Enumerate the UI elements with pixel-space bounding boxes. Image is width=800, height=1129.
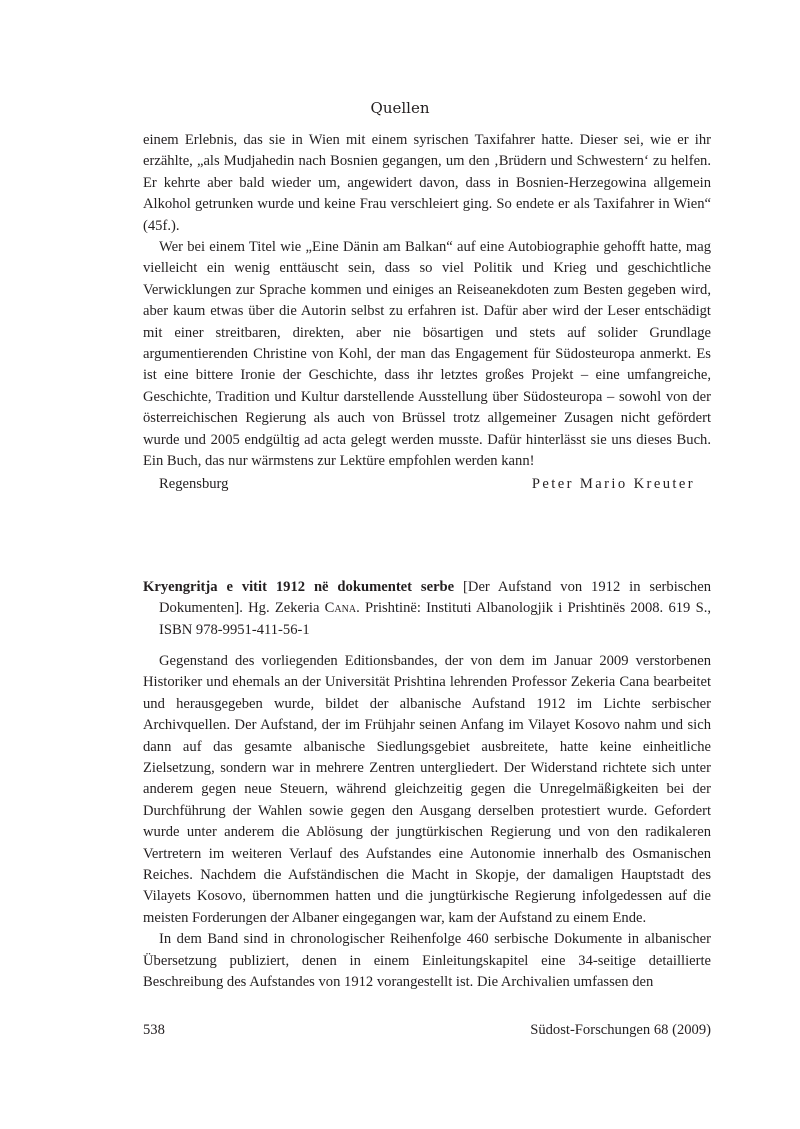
publication-details: . Prishtinë: Instituti Albanologjik i Prishtinës 2008. 619 S., ISBN 978-9951-411-56-1 [159,600,711,638]
paragraph: einem Erlebnis, das sie in Wien mit einem syrischen Taxifahrer hatte. Dieser sei, wie er ihr erzählte, „als Mudjahedin nach Bosnien gegangen, um den ‚Brüdern und Schwestern‘ zu helfen. Er kehrte aber bald wieder um, angewidert davon, dass in Bosnien-Herzegowina allgemein Alkohol getrunken wurde und keine Frau verschleiert ging. So endete er als Taxifahrer in Wien“ (45f.). [143,132,711,234]
page-footer [143,1022,711,1042]
review-bibliographic-entry [143,577,711,641]
paragraph: Gegenstand des vorliegenden Editionsbandes, der von dem im Januar 2009 verstorbenen Historiker und ehemals an der Universität Prishtina lehrenden Professor Zekeria Cana bearbeitet und herausgegeben wurde, bildet der albanische Aufstand 1912 im Lichte serbischer Archivquellen. Der Aufstand, der im Frühjahr seinen Anfang im Vilayet Kosovo nahm und sich dann auf das gesamte albanische Siedlungsgebiet ausbreitete, hatte keine einheitliche Zielsetzung, sondern war in mehrere Zentren untergliedert. Der Widerstand richtete sich unter anderem gegen neue Steuern, während gleichzeitig gegen die Unregelmäßigkeiten bei der Durchführung der Wahlen sowie gegen den Ausgang derselben protestiert wurde. Gefordert wurde unter anderem die Ablösung der jungtürkischen Regierung und von den radikaleren Vertretern im weiteren Verlauf des Aufstandes eine Autonomie innerhalb des Osmanischen Reiches. Nachdem die Aufständischen die Macht in Skopje, der damaligen Hauptstadt des Vilayets Kosovo, übernommen hatten und die jungtürkische Regierung infolgedessen auf die meisten Forderungen der Albaner eingegangen war, kam der Aufstand zu einem Ende. [143,653,711,926]
book-title: Kryengritja e vitit 1912 në dokumentet serbe [143,579,455,595]
running-head: Quellen [370,99,430,117]
page-number: 538 [143,1022,165,1038]
editor-surname: Cana [324,600,357,617]
reviewer-place: Regensburg [159,476,229,492]
journal-reference: Südost-Forschungen 68 (2009) [530,1022,711,1038]
review-signature [159,476,695,498]
review-text [143,651,711,994]
paragraph: Wer bei einem Titel wie „Eine Dänin am Balkan“ auf eine Autobiographie gehofft hatte, mag vielleicht ein wenig enttäuscht sein, dass so viel Politik und Krieg und geschichtliche Verwicklungen zur Sprache kommen und einiges an Reiseanekdoten zum Besten gegeben wird, aber kaum etwas über die Autorin selbst zu erfahren ist. Dafür aber wird der Leser entschädigt mit einer streitbaren, direkten, aber nie bösartigen und stets auf solider Grundlage argumentierenden Christine von Kohl, der man das Engagement für Südosteuropa anmerkt. Es ist eine bittere Ironie der Geschichte, dass ihr letztes großes Projekt – eine umfangreiche, Geschichte, Tradition und Kultur darstellende Ausstellung über Südosteuropa – sowohl von der österreichischen Regierung als auch von Brüssel trotz allgemeiner Zusagen nicht gefördert wurde und 2005 endgültig ad acta gelegt werden musste. Dafür hinterlässt sie uns dieses Buch. Ein Buch, das nur wärmstens zur Lektüre empfohlen werden kann! [143,239,711,470]
paragraph: In dem Band sind in chronologischer Reihenfolge 460 serbische Dokumente in albanischer Übersetzung publiziert, denen in einem Einleitungskapitel eine 34-seitige detaillierte Beschreibung des Aufstandes von 1912 vorangestellt ist. Die Archivalien umfassen den [143,931,711,991]
title-translation: [Der Aufstand von 1912 in serbischen Dokumenten]. Hg. Zekeria [159,579,711,617]
review-text-continued [143,130,711,473]
reviewer-name: Peter Mario Kreuter [531,476,695,492]
